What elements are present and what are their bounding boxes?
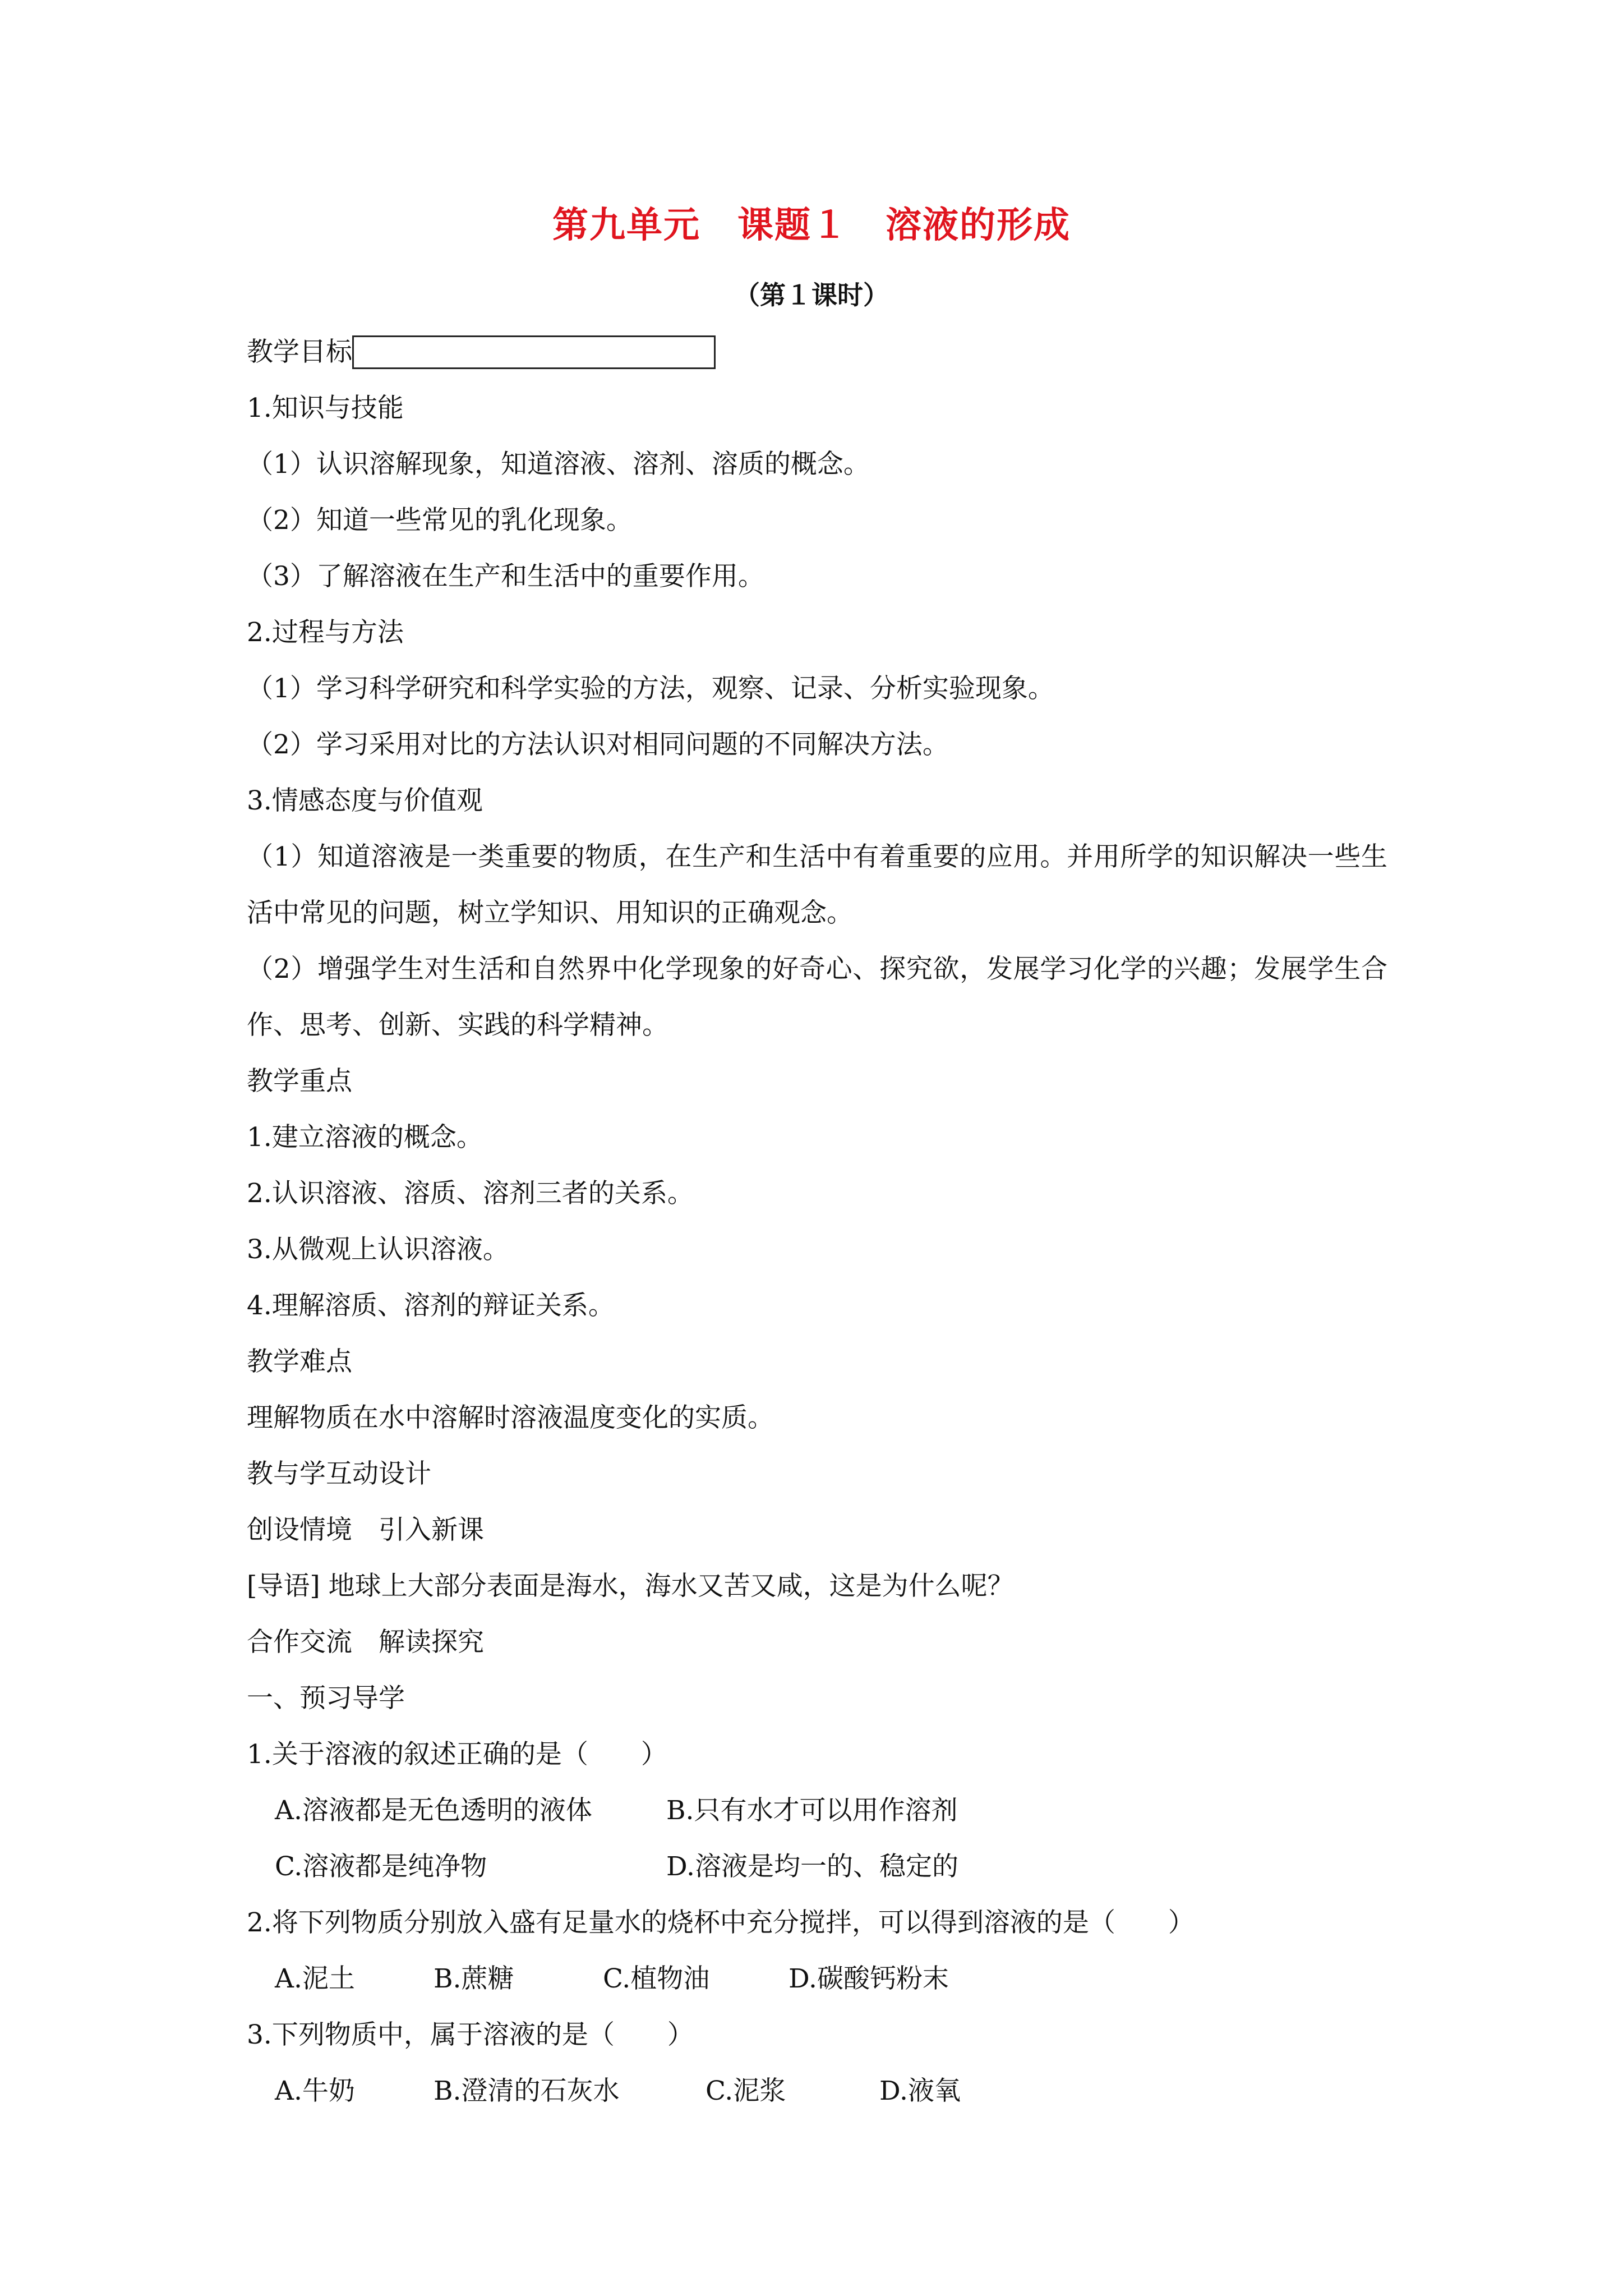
question-option: D.液氧 (879, 2076, 961, 2106)
difficulty-heading: 教学难点 (247, 1346, 352, 1377)
question-option: B.蔗糖 (434, 1963, 514, 1994)
key-point-item: 1.建立溶液的概念。 (247, 1122, 483, 1153)
question-options-row (247, 1783, 1387, 1839)
page-title: 第九单元 课题１ 溶液的形成 (552, 204, 1071, 246)
question-option: C.泥浆 (706, 2076, 786, 2106)
question-option: A.溶液都是无色透明的液体 (275, 1795, 592, 1826)
goals-blank-box (352, 335, 716, 369)
difficulty-text: 理解物质在水中溶解时溶液温度变化的实质。 (247, 1402, 774, 1433)
key-point-item: 4.理解溶质、溶剂的辩证关系。 (247, 1290, 615, 1321)
question-options-row (247, 1839, 1387, 1895)
document-body (247, 324, 1387, 2119)
question-option: D.碳酸钙粉末 (789, 1963, 949, 1994)
section-item: （1）学习科学研究和科学实验的方法，观察、记录、分析实验现象。 (247, 673, 1054, 704)
scene-heading: 创设情境 引入新课 (247, 1515, 484, 1545)
section-item: （3）了解溶液在生产和生活中的重要作用。 (247, 561, 764, 592)
key-points-heading: 教学重点 (247, 1066, 352, 1097)
section-item: （2）知道一些常见的乳化现象。 (247, 505, 633, 536)
goals-heading-row (247, 324, 1387, 380)
goals-heading: 教学目标 (247, 337, 352, 367)
question-option: B.澄清的石灰水 (434, 2076, 620, 2106)
question-option: B.只有水才可以用作溶剂 (666, 1795, 958, 1826)
question-options-row (247, 1951, 1387, 2007)
question-option: D.溶液是均一的、稳定的 (666, 1851, 958, 1882)
page-subtitle: （第１课时） (734, 280, 889, 310)
question-option: A.泥土 (275, 1963, 355, 1994)
preview-heading: 一、预习导学 (247, 1683, 405, 1714)
key-point-item: 2.认识溶液、溶质、溶剂三者的关系。 (247, 1178, 694, 1209)
section-paragraph: （2）增强学生对生活和自然界中化学现象的好奇心、探究欲，发展学习化学的兴趣；发展学生合作、思考、创新、实践的科学精神。 (247, 954, 1387, 1041)
section-paragraph: （1）知道溶液是一类重要的物质，在生产和生活中有着重要的应用。并用所学的知识解决一些生活中常见的问题，树立学知识、用知识的正确观念。 (247, 841, 1387, 928)
section-heading: 1.知识与技能 (247, 393, 404, 424)
section-heading: 3.情感态度与价值观 (247, 785, 483, 816)
section-item: （1）认识溶解现象，知道溶液、溶剂、溶质的概念。 (247, 449, 870, 480)
interaction-heading: 教与学互动设计 (247, 1458, 431, 1489)
question-option: C.植物油 (603, 1963, 710, 1994)
key-point-item: 3.从微观上认识溶液。 (247, 1234, 509, 1265)
question-option: A.牛奶 (275, 2076, 355, 2106)
section-heading: 2.过程与方法 (247, 617, 404, 648)
question-stem: 1.关于溶液的叙述正确的是（ ） (247, 1739, 667, 1770)
question-option: C.溶液都是纯净物 (275, 1851, 487, 1882)
question-stem: 2.将下列物质分别放入盛有足量水的烧杯中充分搅拌，可以得到溶液的是（ ） (247, 1907, 1195, 1938)
question-options-row (247, 2063, 1387, 2119)
cooperation-heading: 合作交流 解读探究 (247, 1627, 484, 1658)
section-item: （2）学习采用对比的方法认识对相同问题的不同解决方法。 (247, 729, 949, 760)
intro-text: [导语] 地球上大部分表面是海水，海水又苦又咸，这是为什么呢？ (247, 1571, 1014, 1602)
question-stem: 3.下列物质中，属于溶液的是（ ） (247, 2019, 694, 2050)
